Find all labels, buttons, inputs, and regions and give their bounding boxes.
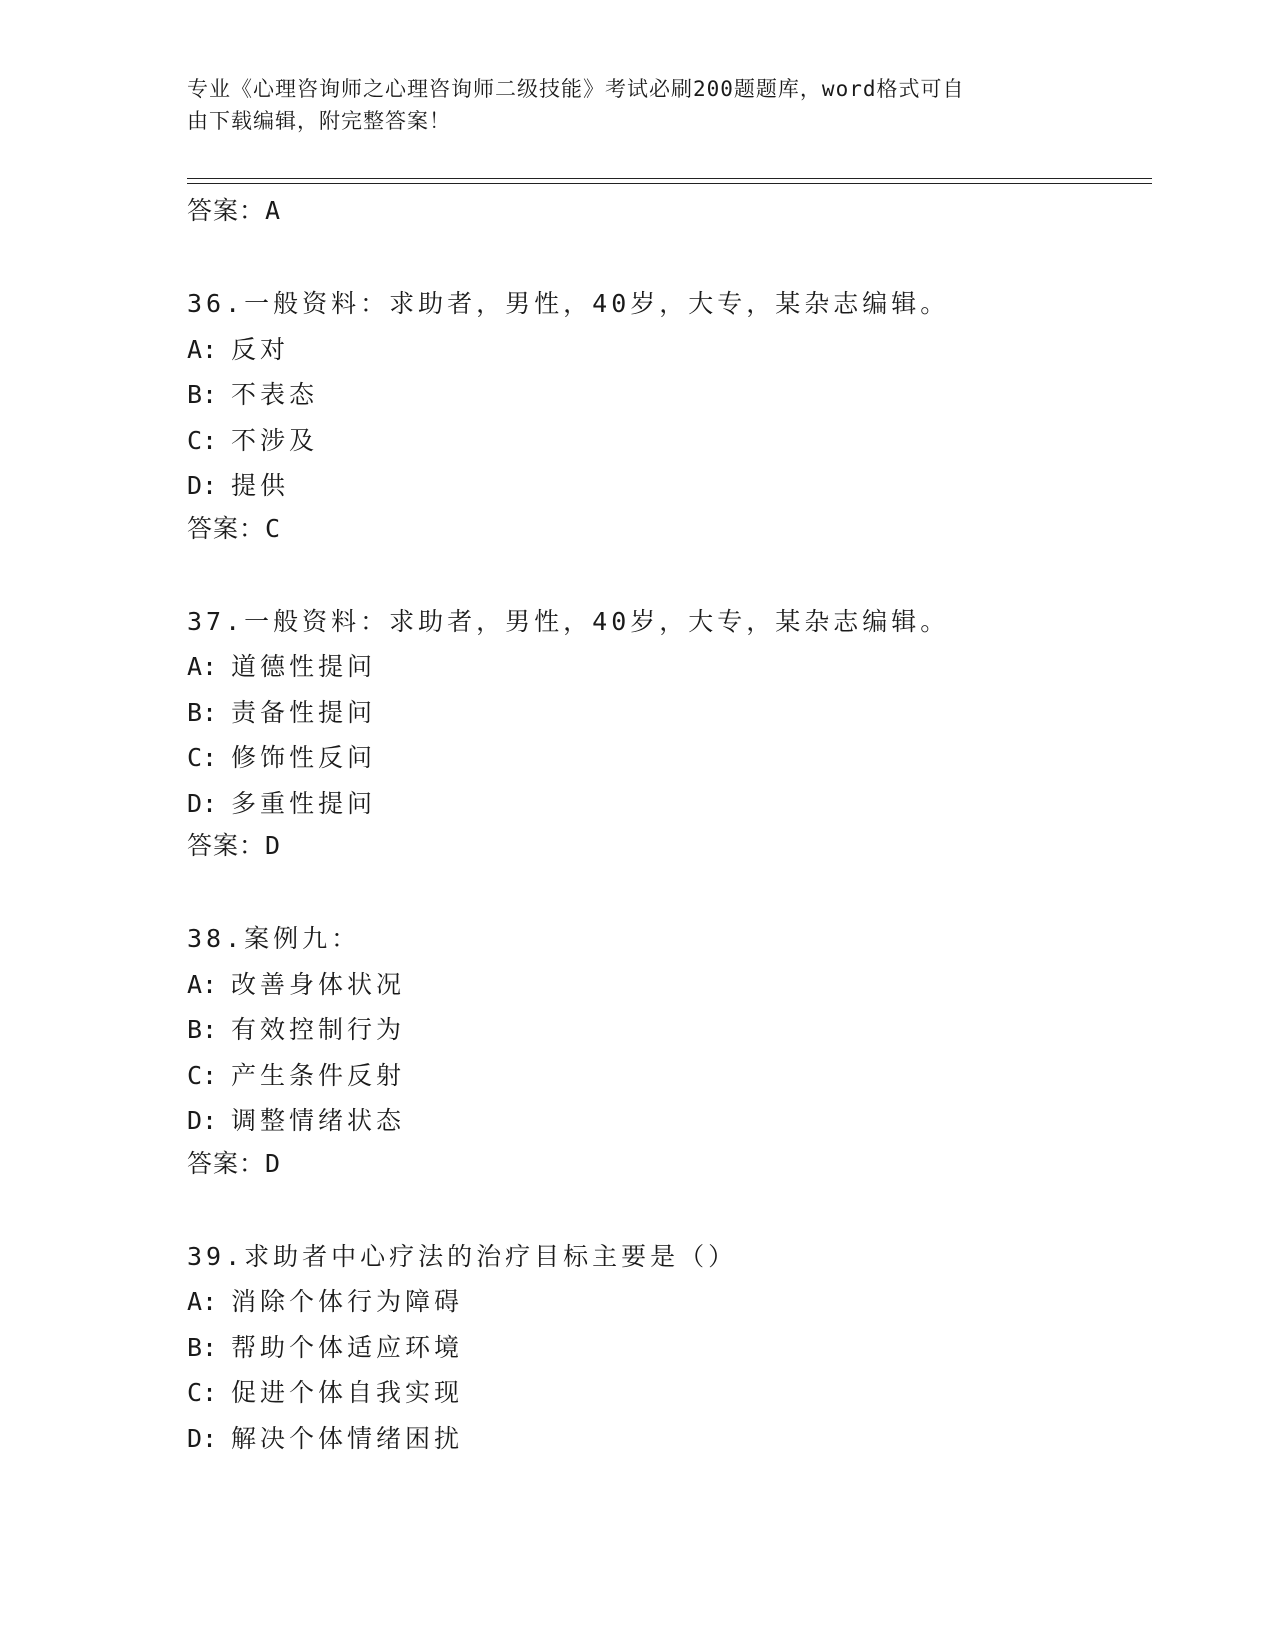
option-key: A: bbox=[187, 334, 218, 364]
answer-line bbox=[187, 826, 1147, 866]
option-text: 促进个体自我实现 bbox=[231, 1378, 464, 1407]
option-key: C: bbox=[187, 1060, 218, 1090]
option-text: 多重性提问 bbox=[231, 788, 377, 818]
option-a bbox=[187, 327, 1147, 373]
option-d bbox=[187, 463, 1147, 509]
option-key: A: bbox=[187, 1287, 218, 1316]
option-b bbox=[187, 690, 1147, 736]
option-text: 道德性提问 bbox=[231, 652, 377, 681]
option-text: 解决个体情绪困扰 bbox=[231, 1423, 464, 1453]
option-key: D: bbox=[187, 788, 218, 818]
option-key: C: bbox=[187, 425, 218, 455]
answer-value: D bbox=[265, 1148, 282, 1178]
answer-line bbox=[187, 191, 1147, 231]
question-stem: 36.一般资料：求助者，男性，40岁，大专，某杂志编辑。 bbox=[187, 289, 950, 318]
option-key: D: bbox=[187, 471, 218, 500]
option-key: B: bbox=[187, 1015, 218, 1044]
question-stem: 39.求助者中心疗法的治疗目标主要是（） bbox=[187, 1241, 738, 1271]
option-a bbox=[187, 1279, 1147, 1325]
answer-label: 答案： bbox=[187, 1148, 266, 1178]
question-block bbox=[187, 1234, 1147, 1462]
option-a bbox=[187, 644, 1147, 690]
option-d bbox=[187, 1098, 1147, 1144]
option-c bbox=[187, 1370, 1147, 1416]
option-d bbox=[187, 1416, 1147, 1462]
option-text: 不表态 bbox=[231, 380, 319, 409]
option-key: D: bbox=[187, 1106, 218, 1135]
option-c bbox=[187, 735, 1147, 781]
option-text: 产生条件反射 bbox=[231, 1060, 406, 1090]
option-key: B: bbox=[187, 1332, 218, 1362]
header-line-2: 由下载编辑，附完整答案！ bbox=[187, 109, 451, 133]
option-b bbox=[187, 372, 1147, 418]
option-key: C: bbox=[187, 743, 218, 772]
question-block bbox=[187, 281, 1147, 549]
question-block bbox=[187, 599, 1147, 867]
option-c bbox=[187, 1053, 1147, 1099]
document-header bbox=[187, 73, 1087, 137]
answer-label: 答案： bbox=[187, 513, 266, 543]
option-text: 修饰性反问 bbox=[231, 743, 377, 772]
question-stem: 37.一般资料：求助者，男性，40岁，大专，某杂志编辑。 bbox=[187, 606, 950, 636]
answer-label: 答案： bbox=[187, 196, 266, 225]
header-rule-top bbox=[187, 178, 1152, 179]
answer-value: D bbox=[265, 831, 282, 860]
option-text: 消除个体行为障碍 bbox=[231, 1287, 464, 1316]
answer-label: 答案： bbox=[187, 831, 266, 860]
option-key: A: bbox=[187, 969, 218, 999]
option-text: 责备性提问 bbox=[231, 697, 377, 727]
header-line-1: 专业《心理咨询师之心理咨询师二级技能》考试必刷200题题库，word格式可自 bbox=[187, 77, 965, 101]
option-text: 不涉及 bbox=[231, 425, 319, 455]
option-d bbox=[187, 781, 1147, 827]
option-text: 提供 bbox=[231, 471, 290, 500]
option-a bbox=[187, 962, 1147, 1008]
option-text: 有效控制行为 bbox=[231, 1015, 406, 1044]
answer-line bbox=[187, 509, 1147, 549]
option-text: 反对 bbox=[231, 334, 290, 364]
question-list bbox=[187, 191, 1147, 1461]
option-text: 帮助个体适应环境 bbox=[231, 1332, 464, 1362]
option-b bbox=[187, 1325, 1147, 1371]
option-text: 改善身体状况 bbox=[231, 969, 406, 999]
option-b bbox=[187, 1007, 1147, 1053]
option-key: B: bbox=[187, 697, 218, 727]
option-key: A: bbox=[187, 652, 218, 681]
option-text: 调整情绪状态 bbox=[231, 1106, 406, 1135]
question-block bbox=[187, 916, 1147, 1184]
option-key: C: bbox=[187, 1378, 218, 1407]
answer-line bbox=[187, 1144, 1147, 1184]
option-key: B: bbox=[187, 380, 218, 409]
question-stem: 38.案例九： bbox=[187, 924, 361, 953]
answer-value: C bbox=[265, 513, 282, 543]
answer-value: A bbox=[265, 196, 282, 225]
option-key: D: bbox=[187, 1423, 218, 1453]
header-rule-bottom bbox=[187, 183, 1152, 184]
option-c bbox=[187, 418, 1147, 464]
